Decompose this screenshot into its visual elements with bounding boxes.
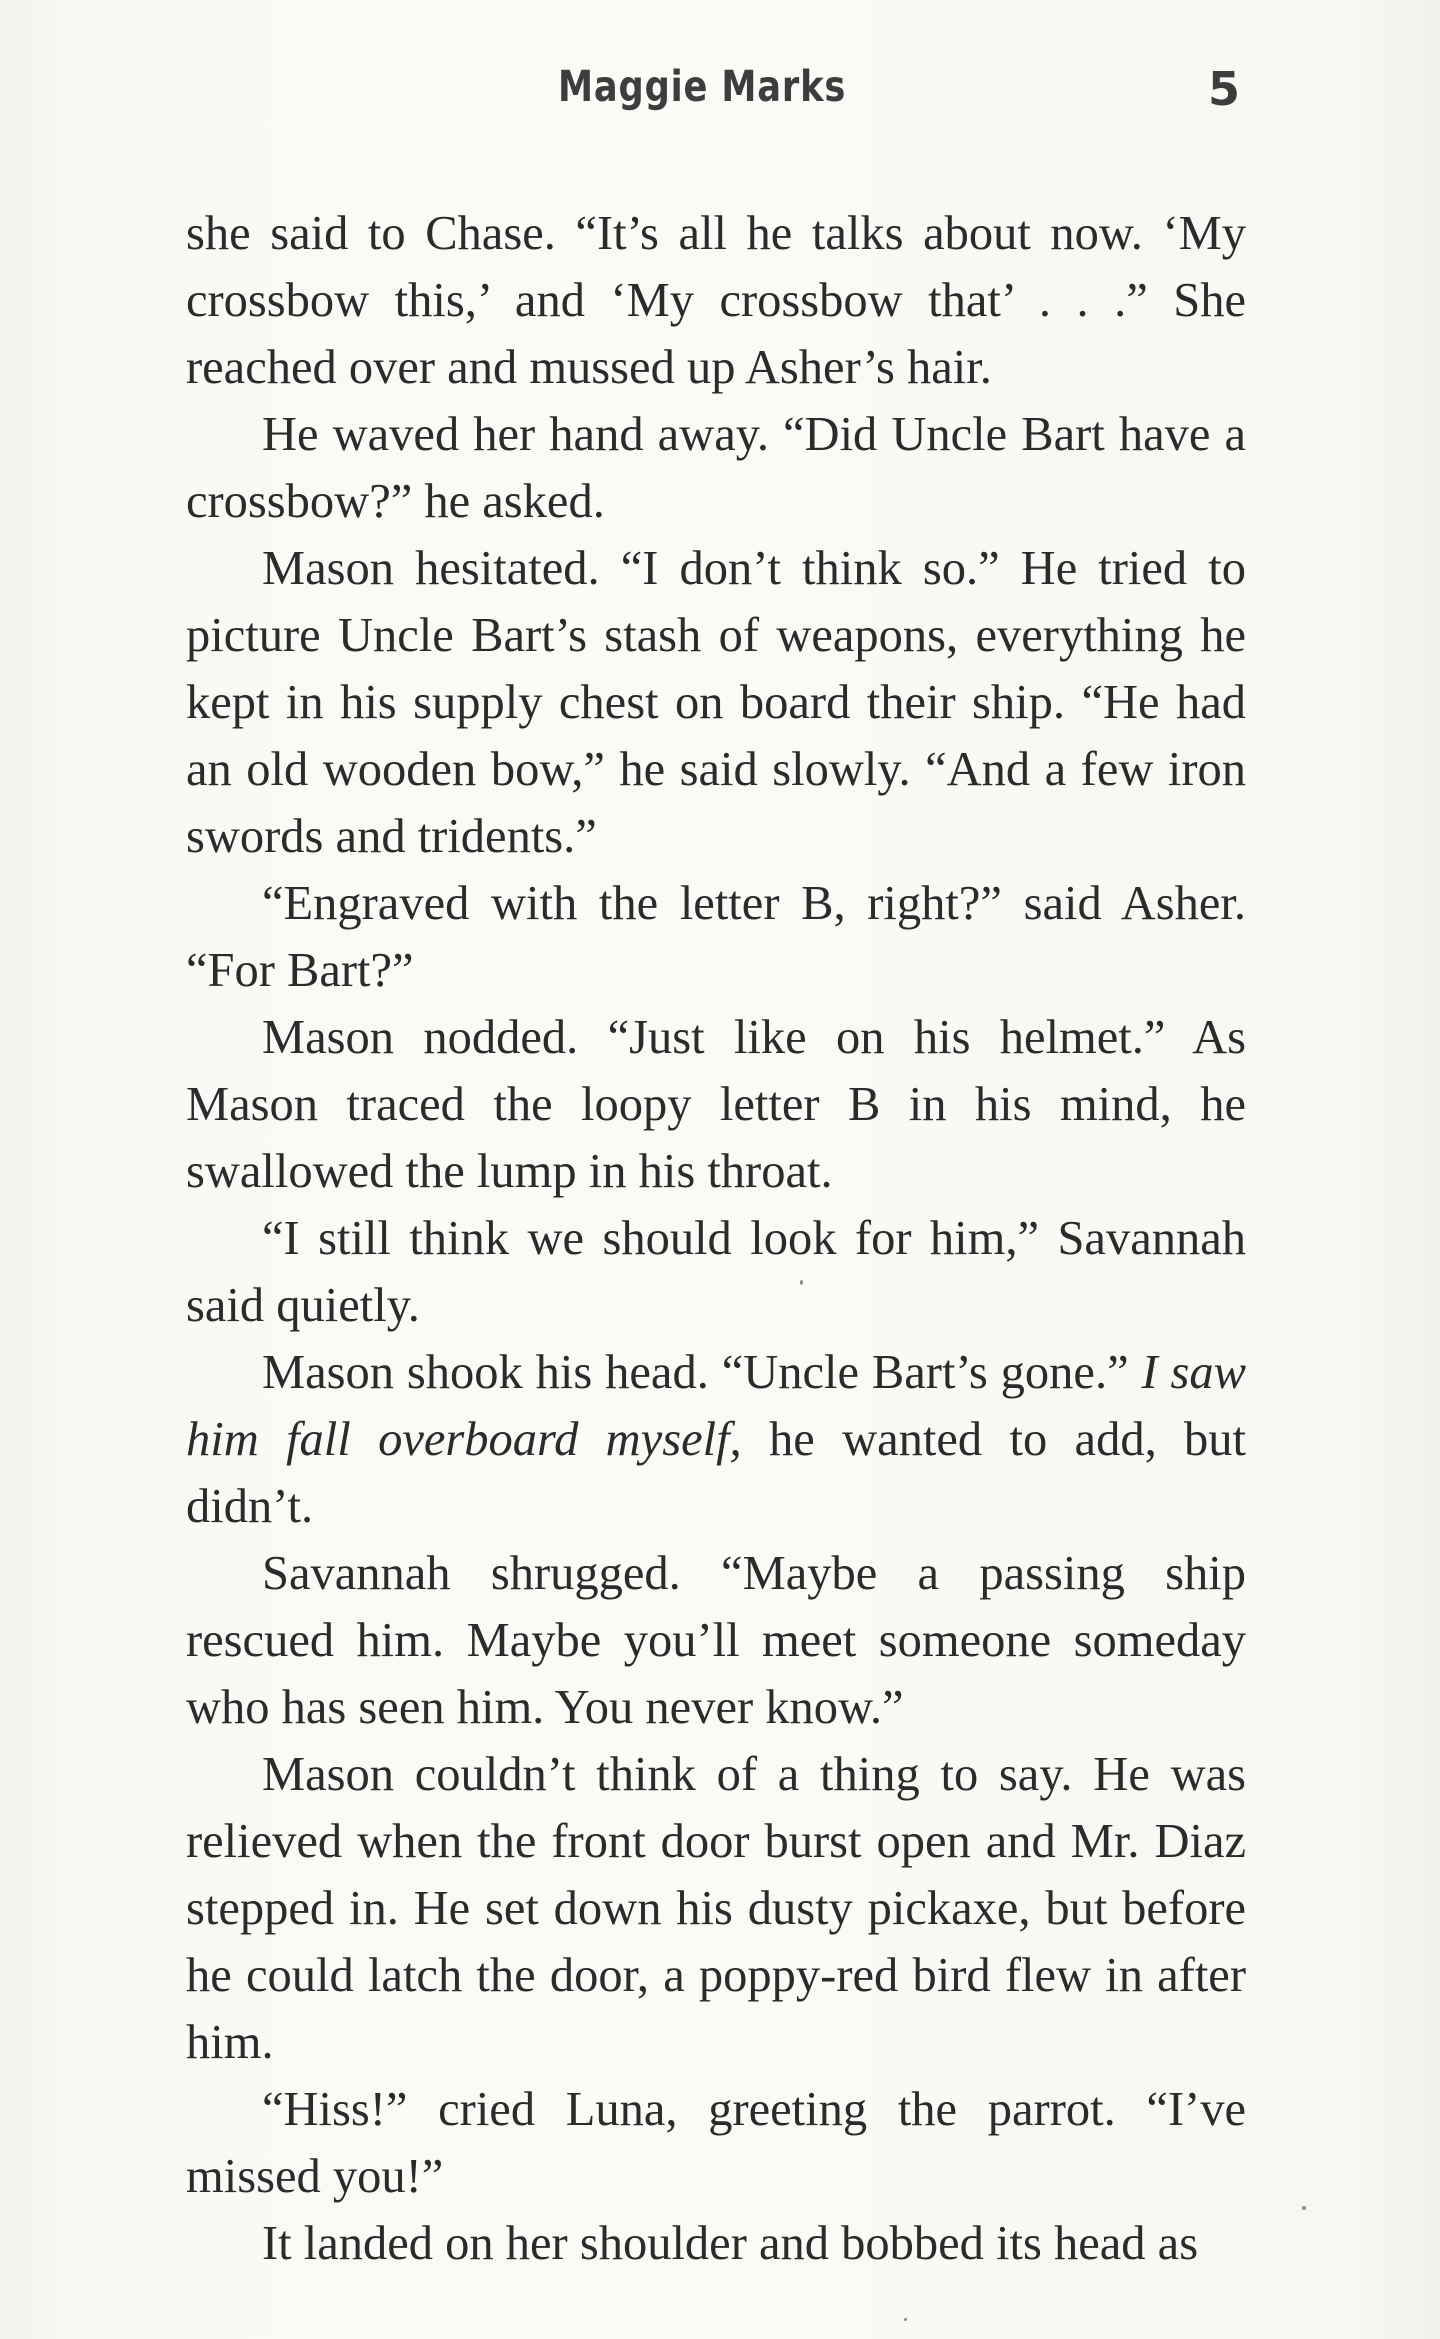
paragraph-7	[186, 1339, 1246, 1540]
paragraph-4: “Engraved with the letter B, right?” said Asher. “For Bart?”	[186, 877, 1246, 997]
paragraph-9: Mason couldn’t think of a thing to say. He was relieved when the front door burst open and Mr. Diaz stepped in. He set down his dusty pickaxe, but before he could latch the door, a poppy-red bird flew in after him.	[186, 1748, 1246, 2069]
paragraph-1: she said to Chase. “It’s all he talks about now. ‘My crossbow this,’ and ‘My crossbow that’ . . .” She reached over and mussed up Asher’s hair.	[186, 207, 1246, 394]
page-number: 5	[1207, 62, 1240, 116]
scan-speck	[904, 2318, 907, 2321]
paragraph-2: He waved her hand away. “Did Uncle Bart have a crossbow?” he asked.	[186, 408, 1246, 528]
running-head	[186, 62, 1240, 122]
paragraph-3: Mason hesitated. “I don’t think so.” He tried to picture Uncle Bart’s stash of weapons, everything he kept in his supply chest on board their ship. “He had an old wooden bow,” he said slowly. “And a few iron swords and tridents.”	[186, 542, 1246, 863]
scan-speck	[1302, 2206, 1306, 2210]
paragraph-10: “Hiss!” cried Luna, greeting the parrot. “I’ve missed you!”	[186, 2083, 1246, 2203]
paragraph-7-start: Mason shook his head. “Uncle Bart’s gone.”	[262, 1346, 1142, 1399]
paragraph-11: It landed on her shoulder and bobbed its head as	[262, 2217, 1199, 2270]
paragraph-8: Savannah shrugged. “Maybe a passing ship rescued him. Maybe you’ll meet someone someday who has seen him. You never know.”	[186, 1547, 1246, 1734]
paragraph-5: Mason nodded. “Just like on his helmet.” As Mason traced the loopy letter B in his mind, he swallowed the lump in his throat.	[186, 1011, 1246, 1198]
body-text	[186, 200, 1246, 2277]
running-title: Maggie Marks	[558, 62, 847, 112]
paragraph-7-italic-thought: I saw him fall overboard myself,	[186, 1346, 1246, 1466]
scan-speck	[800, 1280, 803, 1285]
paragraph-6: “I still think we should look for him,” Savannah said quietly.	[186, 1212, 1246, 1332]
paragraph-7-end: he wanted to add, but didn’t.	[186, 1413, 1246, 1533]
